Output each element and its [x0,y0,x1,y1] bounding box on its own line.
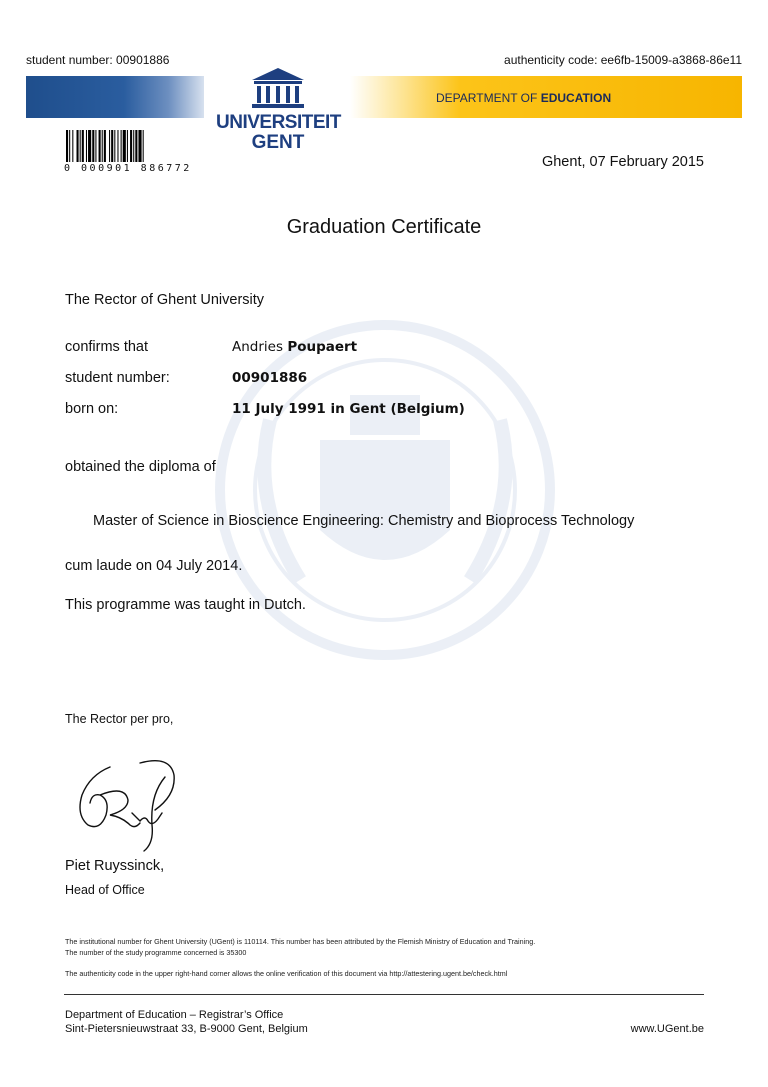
note-institution-number: The institutional number for Ghent University (UGent) is 110114. This number has been attributed by the Flemish Ministry of Education and Training. [65,937,536,946]
barcode-bar [127,130,128,162]
cum-laude-line: cum laude on 04 July 2014. [65,558,243,574]
confirms-label: confirms that [65,339,148,355]
page-title: Graduation Certificate [286,216,482,238]
barcode-bar [92,130,94,162]
barcode-bars [64,130,196,162]
footer-address: Sint-Pietersnieuwstraat 33, B-9000 Gent, Belgium [65,1023,308,1035]
footer-divider [64,994,704,995]
barcode-bar [114,130,115,162]
barcode-bar [130,130,132,162]
logo-line1: UNIVERSITEIT [216,112,341,133]
barcode-bar [109,130,110,162]
barcode-bar [86,130,87,162]
language-line: This programme was taught in Dutch. [65,597,306,613]
barcode-bar [69,130,70,162]
barcode-bar [99,130,101,162]
obtained-line: obtained the diploma of [65,459,216,475]
signatory-name: Piet Ruyssinck, [65,858,165,874]
barcode-bar [138,130,141,162]
department-prefix: DEPARTMENT OF [436,91,541,105]
ugent-logo [216,66,340,156]
per-pro-label: The Rector per pro, [65,712,174,726]
blue-header-band [26,76,204,118]
barcode-bar [95,130,96,162]
first-name: Andries [232,339,284,355]
authenticity-code: authenticity code: ee6fb-15009-a3868-86e11 [504,53,742,67]
signatory-role: Head of Office [65,883,145,897]
department-name: EDUCATION [540,91,612,105]
barcode-bar [133,130,134,162]
student-number-label: student number: [65,370,170,386]
barcode-bar [77,130,79,162]
student-name [232,339,357,355]
university-seal-watermark [210,300,560,680]
note-authenticity: The authenticity code in the upper right-hand corner allows the online verification of this document via http://attestering.ugent.be/check.html [65,969,508,978]
barcode-bar [143,130,144,162]
logo-line2: GENT [251,132,305,153]
last-name: Poupaert [287,339,358,355]
barcode-bar [121,130,122,162]
rector-line: The Rector of Ghent University [65,292,265,308]
diploma-name: Master of Science in Bioscience Engineering: Chemistry and Bioprocess Technology [93,513,635,529]
barcode-bar [102,130,103,162]
barcode-bar [111,130,113,162]
barcode-bar [104,130,106,162]
barcode-bar [72,130,73,162]
born-label: born on: [65,401,119,417]
barcode-bar [66,130,68,162]
signature-image [70,755,185,855]
barcode-bar [82,130,84,162]
born-value: 11 July 1991 in Gent (Belgium) [232,401,465,417]
temple-icon [248,66,308,110]
footer-website: www.UGent.be [630,1023,704,1035]
barcode-bar [88,130,91,162]
place-date: Ghent, 07 February 2015 [541,154,704,170]
department-label [436,91,611,105]
barcode-bar [135,130,137,162]
barcode-bar [123,130,126,162]
barcode-bar [80,130,81,162]
barcode-number: 0 000901 886772 [64,163,192,174]
note-programme-number: The number of the study programme concerned is 35300 [65,948,247,957]
footer-office: Department of Education – Registrar’s Office [65,1009,284,1021]
student-number-value: 00901886 [232,370,308,386]
barcode-bar [117,130,118,162]
barcode [64,130,196,176]
header-student-number: student number: 00901886 [26,53,170,67]
